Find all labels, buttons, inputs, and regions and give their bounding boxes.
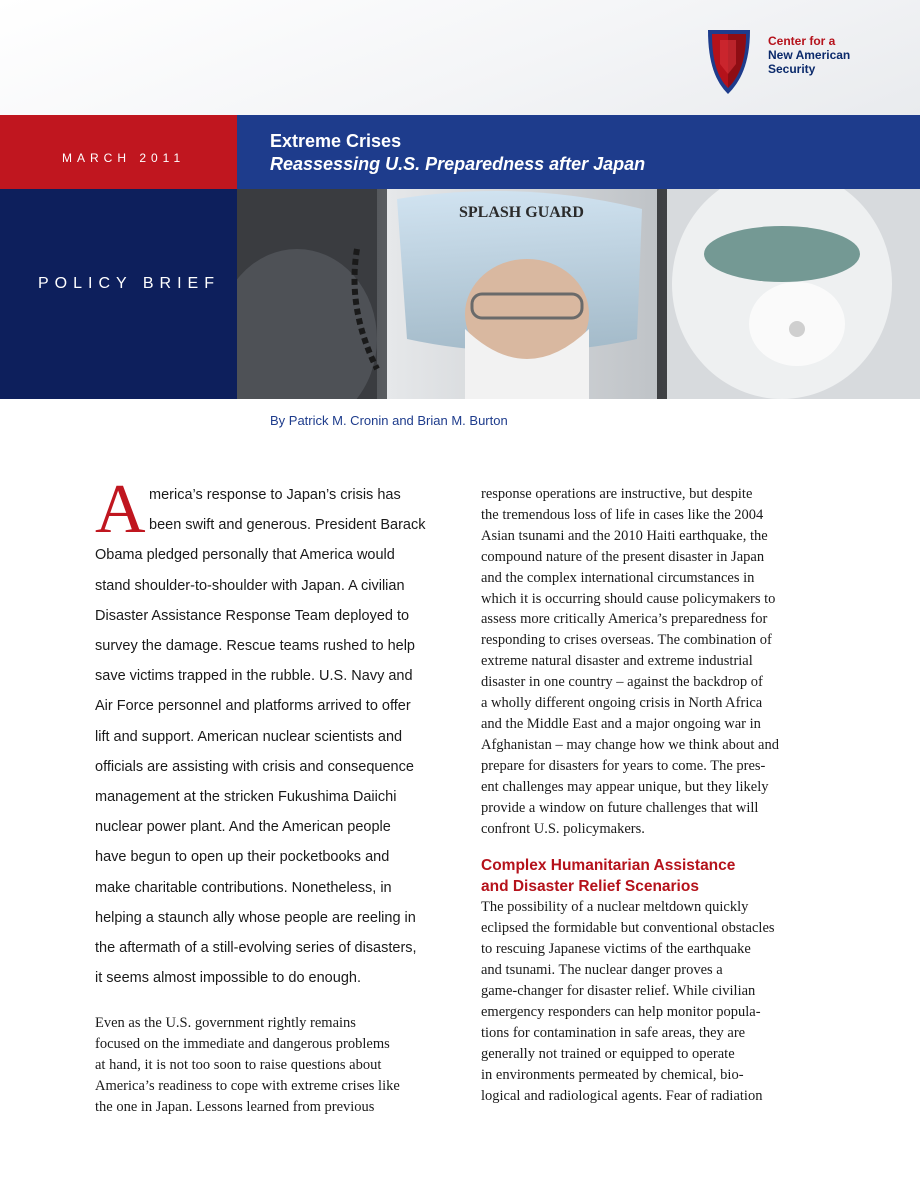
text-line: generally not trained or equipped to operate — [481, 1045, 735, 1062]
text-line: assess more critically America’s preparedness for — [481, 611, 768, 628]
text-line: Even as the U.S. government rightly remains — [95, 1015, 356, 1032]
left-column — [95, 471, 445, 1118]
publication-date: MARCH 2011 — [62, 151, 186, 165]
text-line: prepare for disasters for years to come. The pres- — [481, 757, 766, 774]
section-heading — [481, 855, 831, 897]
text-line: and the Middle East and a major ongoing war in — [481, 715, 761, 732]
cnas-logo — [706, 24, 866, 96]
heading-line: and Disaster Relief Scenarios — [481, 878, 699, 896]
text-line: in environments permeated by chemical, bio- — [481, 1066, 744, 1083]
text-line: Afghanistan – may change how we think about and — [481, 736, 779, 753]
heading-line: Complex Humanitarian Assistance — [481, 857, 736, 875]
logo-line-1: Center for a — [768, 34, 836, 48]
text-line: compound nature of the present disaster in Japan — [481, 548, 765, 565]
text-line: and tsunami. The nuclear danger proves a — [481, 962, 723, 979]
page-title: Extreme Crises — [270, 131, 402, 151]
text-line: survey the damage. Rescue teams rushed to help — [95, 638, 415, 655]
text-line: save victims trapped in the rubble. U.S. Navy and — [95, 668, 413, 685]
text-line: Obama pledged personally that America would — [95, 547, 395, 564]
logo-line-3: Security — [768, 62, 816, 76]
text-line: stand shoulder-to-shoulder with Japan. A civilian — [95, 577, 405, 594]
text-line: which it is occurring should cause policymakers to — [481, 590, 776, 607]
text-line: Air Force personnel and platforms arrived to offer — [95, 698, 411, 715]
lead-paragraph — [95, 471, 445, 993]
text-line: a wholly different ongoing crisis in North Africa — [481, 695, 763, 712]
text-line: tions for contamination in safe areas, they are — [481, 1024, 746, 1041]
body-paragraph — [481, 897, 831, 1106]
text-line: logical and radiological agents. Fear of radiation — [481, 1087, 763, 1104]
text-line: make charitable contributions. Nonetheless, in — [95, 879, 392, 896]
text-line: extreme natural disaster and extreme industrial — [481, 653, 753, 670]
text-line: the one in Japan. Lessons learned from previous — [95, 1099, 375, 1116]
text-line: officials are assisting with crisis and consequence — [95, 758, 414, 775]
text-line: America’s readiness to cope with extreme crises like — [95, 1078, 400, 1095]
body-paragraph — [95, 1013, 445, 1118]
text-line: Disaster Assistance Response Team deployed to — [95, 607, 410, 624]
text-line: responding to crises overseas. The combination of — [481, 632, 772, 649]
drop-cap: A — [95, 471, 146, 548]
text-line: management at the stricken Fukushima Daiichi — [95, 789, 397, 806]
text-line: helping a staunch ally whose people are reeling in — [95, 909, 416, 926]
text-line: have begun to open up their pocketbooks and — [95, 849, 390, 866]
body-paragraph — [481, 484, 831, 839]
text-line: disaster in one country – against the backdrop of — [481, 674, 763, 691]
text-line: merica’s response to Japan’s crisis has — [149, 487, 401, 503]
text-line: response operations are instructive, but despite — [481, 486, 753, 502]
byline: By Patrick M. Cronin and Brian M. Burton — [270, 413, 508, 428]
right-column — [481, 484, 831, 1106]
text-line: to rescuing Japanese victims of the earthquake — [481, 941, 751, 958]
shield-icon — [706, 24, 764, 96]
text-line: provide a window on future challenges that will — [481, 799, 759, 816]
logo-line-2: New American — [768, 48, 851, 62]
cover-photo — [237, 189, 920, 399]
title-banner — [237, 115, 920, 189]
text-line: emergency responders can help monitor popula- — [481, 1003, 761, 1020]
text-line: The possibility of a nuclear meltdown quickly — [481, 899, 749, 916]
text-line: focused on the immediate and dangerous problems — [95, 1036, 390, 1053]
text-line: it seems almost impossible to do enough. — [95, 970, 361, 987]
text-line: the tremendous loss of life in cases like the 2004 — [481, 506, 764, 523]
series-banner — [0, 189, 237, 399]
text-line: eclipsed the formidable but conventional obstacles — [481, 920, 775, 937]
page-subtitle: Reassessing U.S. Preparedness after Japan — [270, 154, 646, 174]
text-line: and the complex international circumstances in — [481, 569, 755, 586]
visor-label: SPLASH GUARD — [459, 204, 584, 221]
text-line: confront U.S. policymakers. — [481, 820, 645, 837]
text-line: lift and support. American nuclear scientists and — [95, 728, 403, 745]
text-line: the aftermath of a still-evolving series of disasters, — [95, 940, 417, 957]
date-banner — [0, 115, 237, 189]
series-label: POLICY BRIEF — [38, 275, 220, 292]
text-line: been swift and generous. President Barack — [149, 517, 426, 534]
text-line: nuclear power plant. And the American people — [95, 819, 391, 836]
text-line: at hand, it is not too soon to raise questions about — [95, 1057, 382, 1074]
text-line: ent challenges may appear unique, but they likely — [481, 778, 769, 795]
text-line: game-changer for disaster relief. While civilian — [481, 983, 756, 1000]
hazmat-workers-photo — [237, 189, 920, 399]
text-line: Asian tsunami and the 2010 Haiti earthquake, the — [481, 527, 768, 544]
